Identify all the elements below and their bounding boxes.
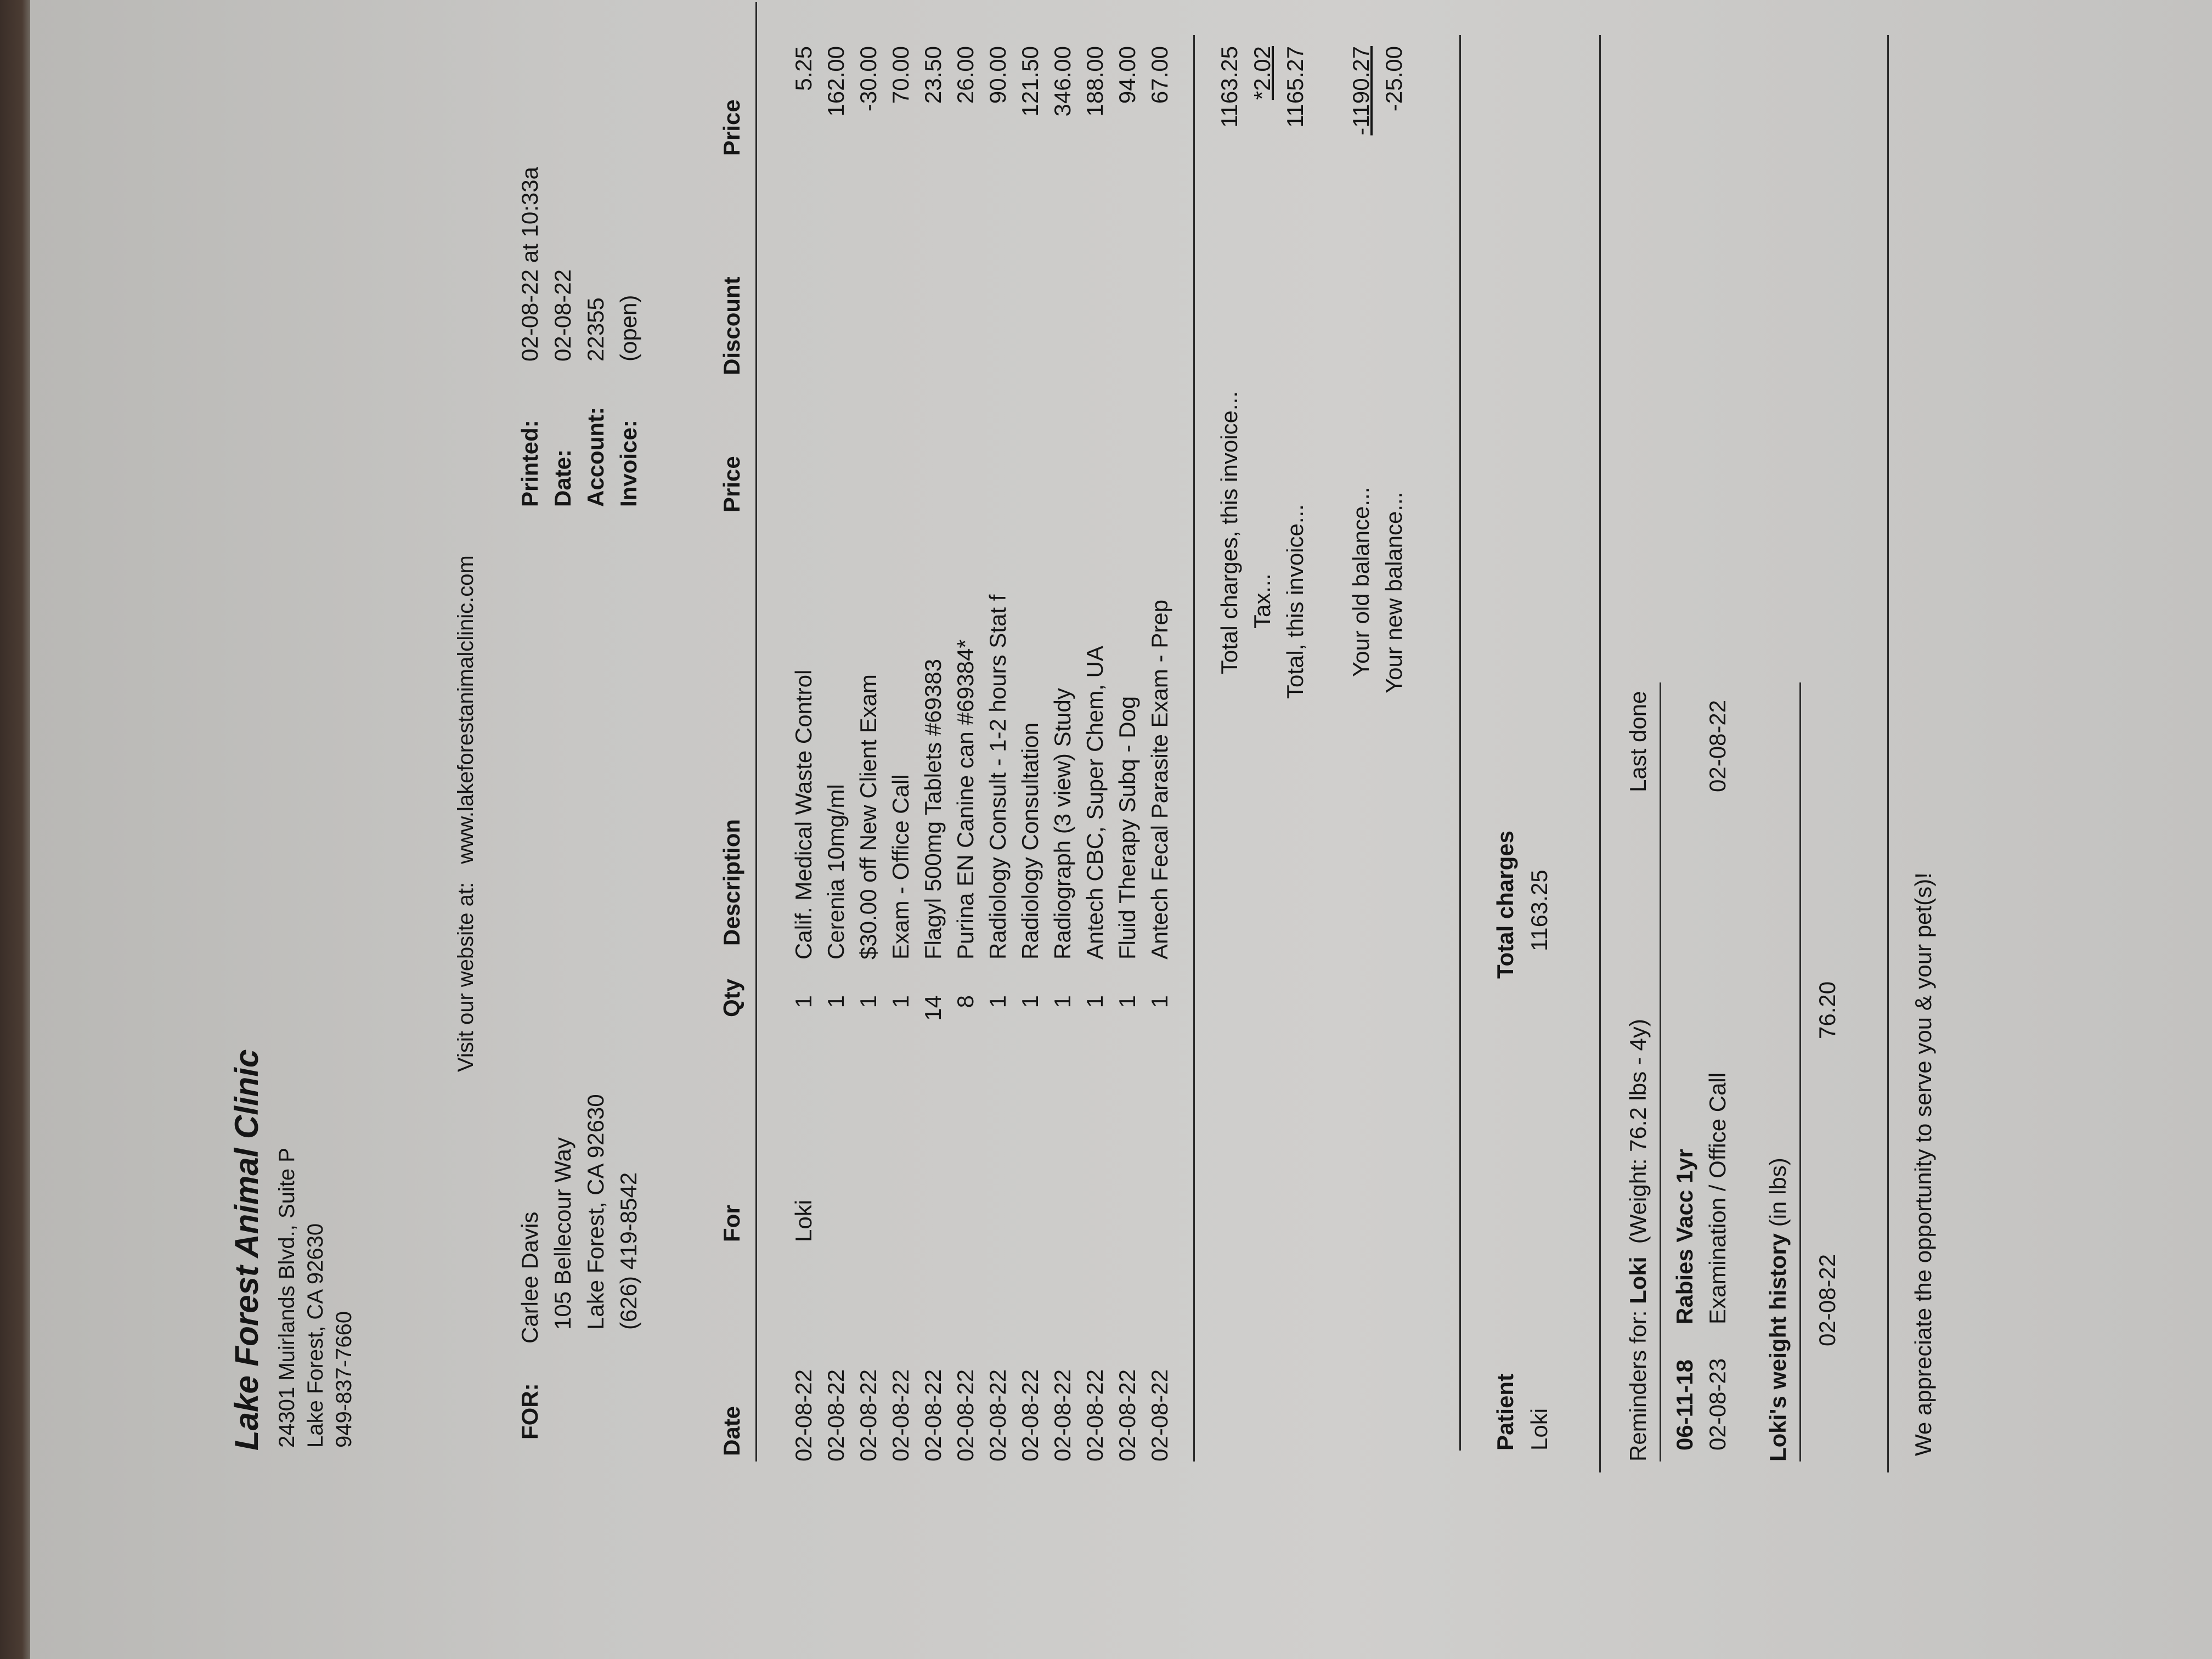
total-charges-value: 1163.25 [1216,46,1242,128]
table-row-date: 02-08-22 [855,1369,881,1462]
printed-label: Printed: [517,420,543,507]
reminder-name: Examination / Office Call [1705,1072,1730,1324]
table-row-date: 02-08-22 [985,1369,1011,1462]
table-row-price: 23.50 [920,46,946,104]
tax-value: *2.02 [1249,46,1275,100]
reminders-prefix: Reminders for: [1625,1310,1651,1462]
header-qty: Qty [719,978,744,1017]
header-price: Price [719,456,744,512]
table-row-price: 70.00 [888,46,913,104]
table-row-date: 02-08-22 [1082,1369,1108,1462]
total-invoice-label: Total, this invoice... [1282,504,1308,699]
customer-name: Carlee Davis [517,1211,543,1344]
table-header-rule [755,2,757,1462]
reminder-last-done: 02-08-22 [1705,699,1730,792]
table-row-description: Radiology Consult - 1-2 hours Stat f [985,594,1011,960]
description-column [787,595,1176,960]
table-row-description: Cerenia 10mg/ml [823,784,849,960]
printed-value: 02-08-22 at 10:33a [517,167,543,362]
for-label: FOR: [517,1383,543,1440]
table-row-price: 162.00 [823,46,849,117]
table-row-price: -30.00 [855,46,881,112]
table-row-description: Purina EN Canine can #69384* [952,639,978,960]
table-row-date: 02-08-22 [1147,1369,1172,1462]
table-row-description: Calif. Medical Waste Control [791,669,816,960]
table-row-price: 5.25 [791,46,816,91]
customer-city: Lake Forest, CA 92630 [583,1094,608,1330]
website-line [452,555,480,1072]
old-balance-value: -1190.27 [1348,46,1374,136]
header-date: Date [719,1406,744,1456]
charges-header: Total charges [1492,831,1518,979]
patient-header: Patient [1492,1373,1518,1451]
table-row-description: Fluid Therapy Subq - Dog [1114,696,1140,960]
table-row-price: 121.50 [1017,46,1043,117]
table-row-qty: 1 [1114,995,1140,1008]
table-row-date: 02-08-22 [888,1369,913,1462]
date-column [787,1369,1176,1462]
table-row-qty: 1 [1147,995,1172,1008]
header-price-total: Price [719,99,744,156]
patient-name: Loki [1526,1408,1552,1451]
table-row-date: 02-08-22 [1049,1369,1075,1462]
table-row-qty: 1 [888,995,913,1008]
table-row-qty: 8 [952,995,978,1008]
table-row-description: Radiograph (3 view) Study [1049,688,1075,960]
table-row-date: 02-08-22 [823,1369,849,1462]
customer-phone: (626) 419-8542 [616,1172,641,1330]
reminder-name: Rabies Vacc 1yr [1672,1149,1697,1324]
invoice-value: (open) [616,295,641,362]
charges-value: 1163.25 [1526,870,1552,951]
table-row-date: 02-08-22 [1017,1369,1043,1462]
table-row-price: 94.00 [1114,46,1140,104]
table-row-description: Flagyl 500mg Tablets #69383 [920,659,946,960]
table-row-date: 02-08-22 [1114,1369,1140,1462]
weight-history-title-line [1764,1158,1792,1462]
clinic-name: Lake Forest Animal Clinic [228,1049,265,1451]
table-row-qty: 1 [1082,995,1108,1008]
weight-entry-date: 02-08-22 [1814,1254,1840,1346]
table-row-date: 02-08-22 [791,1369,816,1462]
reminders-weight-note: (Weight: 76.2 lbs - 4y) [1625,1019,1651,1244]
reminder-due: 06-11-18 [1672,1359,1697,1451]
footer-rule [1887,35,1889,1472]
clinic-phone: 949-837-7660 [332,1311,356,1448]
table-row-price: 346.00 [1049,46,1075,117]
total-charges-label: Total charges, this invoice... [1216,391,1242,674]
weight-history-title: Loki's weight history [1765,1233,1791,1462]
date-label: Date: [550,449,575,507]
table-row-qty: 1 [855,995,881,1008]
website-label: Visit our website at: [454,882,478,1072]
total-invoice-value: 1165.27 [1282,46,1308,128]
price-column [787,46,1176,222]
summary-top-rule [1459,35,1461,1451]
table-bottom-rule [1193,35,1195,1462]
tax-label: Tax... [1249,573,1275,629]
account-value: 22355 [583,297,608,362]
invoice-label: Invoice: [616,420,641,507]
reminders-heading [1624,1019,1652,1462]
table-row-date: 02-08-22 [920,1369,946,1462]
last-done-header: Last done [1625,691,1651,792]
customer-street: 105 Bellecour Way [550,1137,575,1330]
clinic-address1: 24301 Muirlands Blvd., Suite P [275,1148,299,1448]
table-row-price: 67.00 [1147,46,1172,104]
patient-cell: Loki [791,1199,816,1242]
footer-message: We appreciate the opportunity to serve you & your pet(s)! [1910,872,1936,1456]
table-row-description: Antech CBC, Super Chem, UA [1082,646,1108,960]
table-row-qty: 1 [791,995,816,1008]
old-balance-label: Your old balance... [1348,487,1374,677]
reminders-pet: Loki [1625,1256,1651,1304]
qty-column [787,995,1176,1028]
table-row-description: Exam - Office Call [888,774,913,960]
table-row-date: 02-08-22 [952,1369,978,1462]
header-discount: Discount [719,276,744,375]
reminders-header-rule [1660,682,1661,1462]
reminders-top-rule [1599,35,1601,1472]
clinic-address2: Lake Forest, CA 92630 [303,1223,328,1448]
table-row-description: Radiology Consultation [1017,723,1043,960]
header-description: Description [719,819,744,946]
weight-history-rule [1799,682,1801,1462]
table-row-qty: 1 [1049,995,1075,1008]
weight-entry-value: 76.20 [1814,981,1840,1039]
table-row-qty: 1 [985,995,1011,1008]
reminder-due: 02-08-23 [1705,1358,1730,1451]
table-row-qty: 14 [920,995,946,1021]
invoice-document [30,0,2212,1659]
table-row-qty: 1 [1017,995,1043,1008]
table-row-description: $30.00 off New Client Exam [855,674,881,960]
website-url[interactable]: www.lakeforestanimalclinic.com [454,555,478,864]
table-row-description: Antech Fecal Parasite Exam - Prep [1147,600,1172,960]
table-row-price: 26.00 [952,46,978,104]
table-row-qty: 1 [823,995,849,1008]
table-row-price: 188.00 [1082,46,1108,117]
header-for: For [719,1205,744,1242]
table-row-price: 90.00 [985,46,1011,104]
weight-history-units: (in lbs) [1765,1158,1791,1227]
new-balance-value: -25.00 [1381,46,1407,112]
date-value: 02-08-22 [550,269,575,362]
account-label: Account: [583,407,608,507]
new-balance-label: Your new balance... [1381,492,1407,693]
